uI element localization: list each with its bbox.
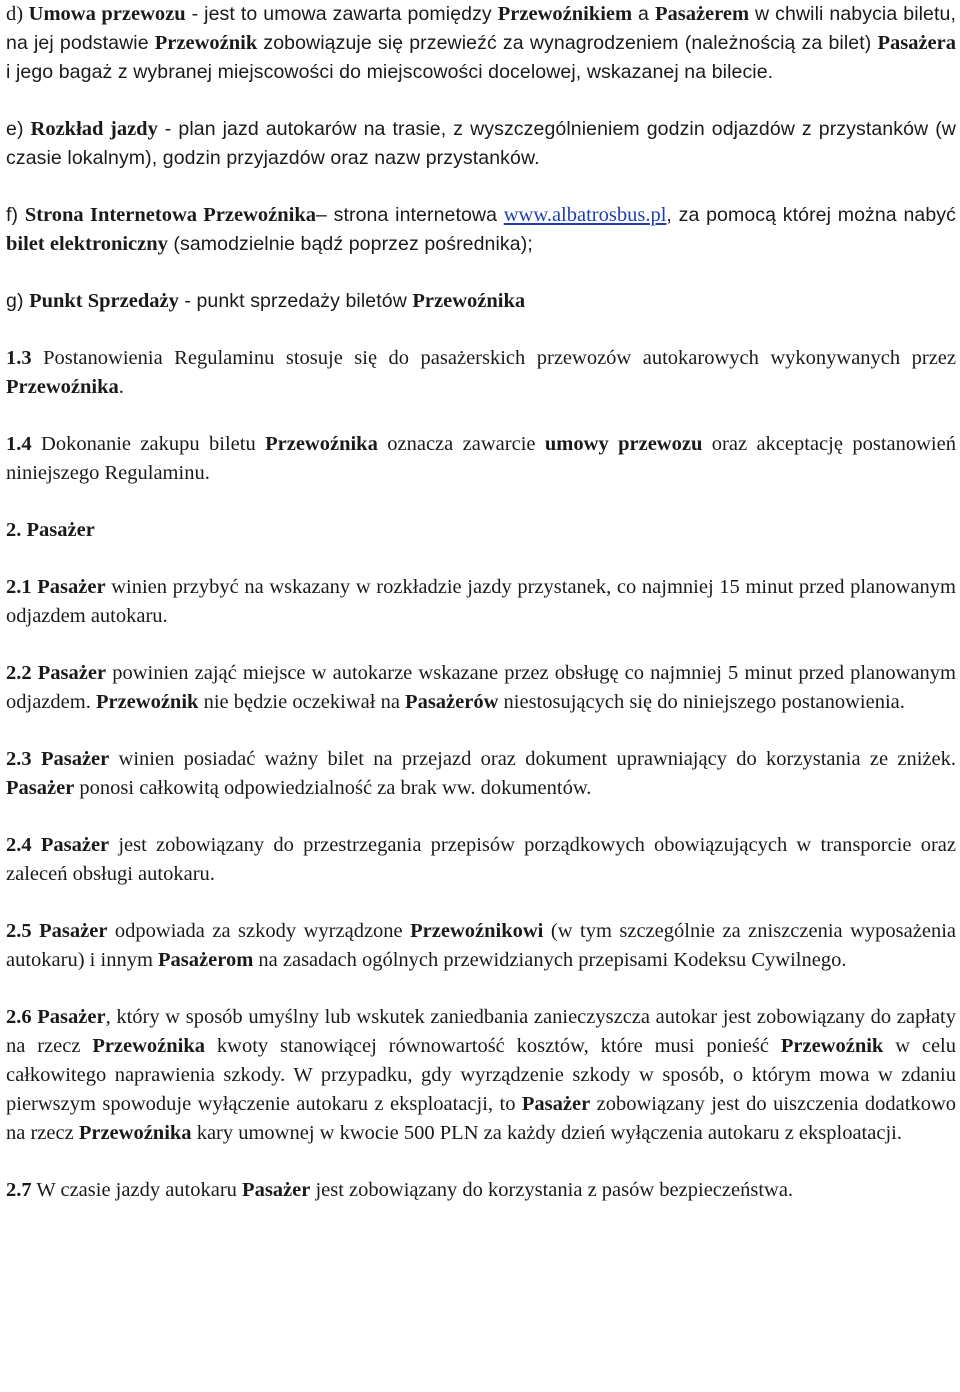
clause-number: 2.6 (6, 1006, 32, 1028)
definition-f-text: (samodzielnie bądź poprzez pośrednika); (167, 233, 533, 255)
clause-text: . (118, 376, 124, 398)
definition-d-text: i jego bagaż z wybranej miejscowości do miejscowości docelowej, wskazanej na bilecie. (6, 61, 774, 83)
clause-text: W czasie jazdy autokaru (31, 1179, 243, 1201)
definition-f (6, 201, 956, 259)
clause-text: niestosujących się do niniejszego postanowienia. (498, 691, 905, 713)
definition-d-text: zobowiązuje się przewieźć za wynagrodzeniem (należnością za bilet) (257, 32, 878, 54)
clause-text: Postanowienia Regulaminu stosuje się do pasażerskich przewozów autokarowych wykonywanych przez (31, 347, 956, 369)
clause-number: 2.2 (6, 662, 32, 684)
clause-text: (w tym szczególnie za zniszczenia wyposażenia autokaru) i innym (6, 920, 957, 971)
term-strona-internetowa: Strona Internetowa Przewoźnika (24, 204, 317, 226)
clause-2-4 (6, 831, 956, 889)
clause-number: 1.4 (6, 433, 32, 455)
term-punkt-sprzedazy: Punkt Sprzedaży (29, 290, 179, 312)
clause-number: 2.1 (6, 576, 32, 598)
term-przewoznika: Przewoźnika (265, 433, 378, 455)
definition-f-prefix: f) (6, 204, 25, 226)
definition-d-text: - jest to umowa zawarta pomiędzy (185, 3, 498, 25)
clause-1-3 (6, 344, 956, 402)
term-pasazer: Pasażer (37, 1006, 106, 1028)
term-pasazerow: Pasażerów (405, 691, 499, 713)
clause-text: jest zobowiązany do przestrzegania przepisów porządkowych obowiązujących w transporcie oraz zaleceń obsługi autokaru. (6, 834, 957, 885)
term-przewoznikowi: Przewoźnikowi (410, 920, 544, 942)
term-przewoznika: Przewoźnika (412, 290, 526, 312)
definition-d (6, 0, 956, 87)
clause-text: kwoty stanowiącej równowartość kosztów, które musi ponieść (205, 1035, 781, 1057)
term-pasazerem: Pasażerem (654, 3, 750, 25)
clause-text: oznacza zawarcie (377, 433, 545, 455)
clause-number: 2.5 (6, 920, 32, 942)
term-pasazer: Pasażer (242, 1179, 311, 1201)
section-heading (6, 516, 956, 545)
term-pasazer: Pasażer (6, 777, 75, 799)
definition-g (6, 287, 956, 316)
clause-2-3 (6, 745, 956, 803)
term-przewoznik: Przewoźnik (780, 1035, 884, 1057)
definition-e (6, 115, 956, 173)
definition-f-text: – strona internetowa (316, 204, 504, 226)
term-bilet-elektroniczny: bilet elektroniczny (6, 233, 168, 255)
term-pasazer: Pasażer (39, 920, 108, 942)
section-2-title: 2. Pasażer (6, 519, 95, 541)
clause-2-7 (6, 1176, 956, 1205)
clause-2-1 (6, 573, 956, 631)
clause-text: jest zobowiązany do korzystania z pasów bezpieczeństwa. (310, 1179, 794, 1201)
term-przewoznika: Przewoźnika (92, 1035, 206, 1057)
website-link[interactable]: www.albatrosbus.pl (503, 204, 667, 226)
clause-2-2 (6, 659, 956, 717)
definition-e-text: - plan jazd autokarów na trasie, z wyszczególnieniem godzin odjazdów z przystanków (w czasie lokalnym), godzin przyjazdów oraz nazw przystanków. (6, 118, 956, 169)
clause-text: , który w sposób umyślny lub wskutek zaniedbania zanieczyszcza autokar jest zobowiązany do zapłaty na rzecz (6, 1006, 956, 1057)
term-przewoznikiem: Przewoźnikiem (497, 3, 633, 25)
document-page (6, 0, 956, 1233)
definition-e-prefix: e) (6, 118, 31, 140)
clause-text: w celu całkowitego naprawienia szkody. W przypadku, gdy wyrządzenie szkody w sposób, o którym mowa w zdaniu pierwszym spowoduje wyłączenie autokaru z eksploatacji, to (6, 1035, 957, 1115)
clause-text: nie będzie oczekiwał na (198, 691, 406, 713)
clause-text: oraz akceptację postanowień niniejszego Regulaminu. (6, 433, 956, 484)
clause-number: 2.7 (6, 1179, 32, 1201)
clause-text: odpowiada za szkody wyrządzone (107, 920, 411, 942)
clause-text: winien przybyć na wskazany w rozkładzie jazdy przystanek, co najmniej 15 minut przed planowanym odjazdem autokaru. (6, 576, 957, 627)
clause-2-5 (6, 917, 956, 975)
term-pasazer: Pasażer (40, 834, 110, 856)
term-rozklad-jazdy: Rozkład jazdy (30, 118, 158, 140)
definition-d-text: w chwili nabycia biletu, na jej podstawie (6, 3, 956, 54)
definition-d-prefix: d) (6, 3, 29, 25)
clause-1-4 (6, 430, 956, 488)
term-pasazer: Pasażer (521, 1093, 591, 1115)
term-pasazer: Pasażer (37, 662, 107, 684)
term-przewoznika: Przewoźnika (6, 376, 119, 398)
term-umowy-przewozu: umowy przewozu (544, 433, 703, 455)
definition-g-prefix: g) (6, 290, 30, 312)
clause-text: kary umownej w kwocie 500 PLN za każdy dzień wyłączenia autokaru z eksploatacji. (191, 1122, 902, 1144)
clause-text: zobowiązany jest do uiszczenia dodatkowo na rzecz (6, 1093, 956, 1144)
clause-text: Dokonanie zakupu biletu (31, 433, 266, 455)
clause-text: powinien zająć miejsce w autokarze wskazane przez obsługę co najmniej 5 minut przed planowanym odjazdem. (6, 662, 956, 713)
definition-f-text: , za pomocą której można nabyć (666, 204, 956, 226)
term-pasazerom: Pasażerom (158, 949, 254, 971)
clause-number: 2.4 (6, 834, 32, 856)
term-pasazera: Pasażera (877, 32, 956, 54)
definition-g-text: - punkt sprzedaży biletów (178, 290, 413, 312)
clause-text: ponosi całkowitą odpowiedzialność za brak ww. dokumentów. (74, 777, 592, 799)
term-przewoznik: Przewoźnik (95, 691, 199, 713)
clause-text: winien posiadać ważny bilet na przejazd oraz dokument uprawniający do korzystania ze zniżek. (109, 748, 956, 770)
definition-d-text: a (632, 3, 655, 25)
term-przewoznika: Przewoźnika (78, 1122, 192, 1144)
clause-2-6 (6, 1003, 956, 1148)
term-umowa-przewozu: Umowa przewozu (28, 3, 186, 25)
clause-number: 1.3 (6, 347, 32, 369)
clause-text: na zasadach ogólnych przewidzianych przepisami Kodeksu Cywilnego. (253, 949, 847, 971)
term-przewoznik: Przewoźnik (154, 32, 258, 54)
term-pasazer: Pasażer (40, 748, 110, 770)
term-pasazer: Pasażer (37, 576, 106, 598)
clause-number: 2.3 (6, 748, 32, 770)
